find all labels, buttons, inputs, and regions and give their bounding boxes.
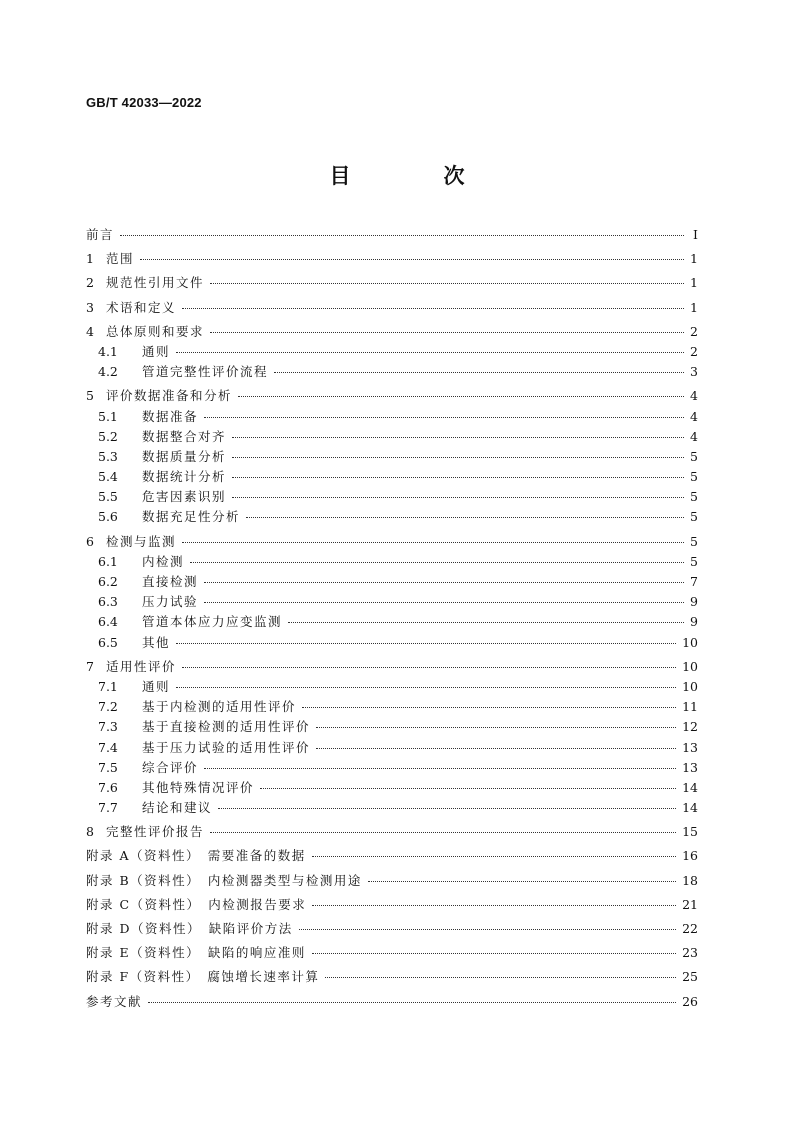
dot-leader (204, 768, 676, 769)
toc-entry-label: 通则 (142, 343, 171, 359)
toc-entry[interactable] (86, 408, 698, 426)
toc-entry-label: 数据充足性分析 (142, 509, 241, 525)
dot-leader (232, 497, 684, 498)
toc-entry-label: 通则 (142, 678, 171, 694)
toc-entry-number: 6.2 (98, 574, 118, 589)
toc-entry-page: 2 (690, 343, 698, 359)
dot-leader (288, 622, 684, 623)
toc-entry[interactable] (86, 553, 698, 571)
toc-entry-label: 完整性评价报告 (106, 824, 205, 840)
toc-entry[interactable] (86, 448, 698, 466)
toc-entry-number: 5.2 (98, 428, 118, 444)
toc-entry[interactable] (86, 250, 698, 268)
toc-entry-label: 附录 B（资料性） 内检测器类型与检测用途 (86, 872, 362, 888)
toc-entry-label: 其他特殊情况评价 (142, 779, 255, 795)
dot-leader (218, 808, 676, 809)
toc-entry-page: 7 (690, 574, 698, 589)
toc-entry-page: 9 (690, 614, 698, 630)
toc-entry-number: 5.5 (98, 489, 118, 505)
toc-entry[interactable] (86, 872, 698, 890)
toc-entry-label: 压力试验 (142, 594, 199, 610)
toc-entry-number: 7.2 (98, 699, 118, 715)
toc-entry-label: 附录 A（资料性） 需要准备的数据 (86, 848, 306, 864)
toc-entry-page: 4 (690, 428, 698, 444)
dot-leader (260, 788, 676, 789)
toc-entry-number: 3 (86, 299, 94, 315)
toc-entry-label: 附录 E（资料性） 缺陷的响应准则 (86, 945, 306, 961)
dot-leader (210, 283, 684, 284)
toc-entry-page: 1 (690, 251, 698, 267)
dot-leader (316, 748, 676, 749)
toc-entry-label: 参考文献 (86, 993, 143, 1009)
toc-entry[interactable] (86, 847, 698, 865)
dot-leader (176, 643, 676, 644)
toc-entry-label: 总体原则和要求 (106, 323, 205, 339)
toc-entry[interactable] (86, 573, 698, 591)
toc-entry[interactable] (86, 593, 698, 611)
toc-entry-label: 附录 C（资料性） 内检测报告要求 (86, 896, 307, 912)
toc-entry-page: 3 (690, 364, 698, 380)
toc-entry-label: 数据准备 (142, 408, 199, 424)
dot-leader (312, 856, 676, 857)
dot-leader (312, 905, 676, 906)
toc-entry-page: 9 (690, 594, 698, 610)
dot-leader (299, 929, 676, 930)
dot-leader (176, 687, 676, 688)
toc-entry-page: 15 (682, 824, 698, 840)
toc-entry[interactable] (86, 387, 698, 405)
dot-leader (368, 881, 676, 882)
toc-entry-label: 术语和定义 (106, 299, 177, 315)
toc-entry[interactable] (86, 468, 698, 486)
toc-entry[interactable] (86, 968, 698, 986)
toc-entry-number: 5.6 (98, 509, 118, 525)
dot-leader (232, 477, 684, 478)
toc-entry[interactable] (86, 944, 698, 962)
toc-entry-page: 12 (682, 719, 698, 735)
toc-entry-number: 5 (86, 388, 94, 404)
toc-entry-page: 4 (690, 408, 698, 424)
toc-entry-label: 其他 (142, 634, 171, 650)
dot-leader (190, 562, 684, 563)
toc-entry-page: 5 (690, 489, 698, 505)
dot-leader (246, 517, 684, 518)
dot-leader (140, 259, 684, 260)
toc-entry-label: 评价数据准备和分析 (106, 388, 233, 404)
toc-entry[interactable] (86, 613, 698, 631)
toc-entry[interactable] (86, 678, 698, 696)
dot-leader (148, 1002, 676, 1003)
toc-entry-number: 7.7 (98, 800, 118, 816)
toc-entry[interactable] (86, 823, 698, 841)
toc-entry-number: 7.3 (98, 719, 118, 735)
toc-entry-number: 8 (86, 824, 94, 840)
dot-leader (274, 372, 684, 373)
toc-entry-label: 管道完整性评价流程 (142, 364, 269, 380)
toc-entry-label: 数据统计分析 (142, 469, 227, 485)
toc-entry[interactable] (86, 226, 698, 244)
toc-entry[interactable] (86, 698, 698, 716)
toc-entry-label: 检测与监测 (106, 533, 177, 549)
toc-entry[interactable] (86, 343, 698, 361)
dot-leader (302, 707, 676, 708)
toc-entry-label: 危害因素识别 (142, 489, 227, 505)
toc-entry[interactable] (86, 993, 698, 1011)
toc-entry-label: 基于内检测的适用性评价 (142, 699, 297, 715)
toc-entry-number: 7.6 (98, 779, 118, 795)
dot-leader (120, 235, 684, 236)
toc-entry-number: 1 (86, 251, 94, 267)
toc-entry-number: 4.2 (98, 364, 118, 380)
toc-entry-number: 5.1 (98, 408, 118, 424)
toc-entry-label: 内检测 (142, 553, 185, 569)
toc-entry[interactable] (86, 799, 698, 817)
toc-title: 目 次 (329, 164, 501, 188)
toc-entry-page: 26 (682, 993, 698, 1009)
toc-entry-number: 7.5 (98, 759, 118, 775)
toc-entry-label: 数据整合对齐 (142, 428, 227, 444)
toc-entry[interactable] (86, 896, 698, 914)
toc-entry-page: 2 (690, 323, 698, 339)
toc-entry-page: 25 (682, 969, 698, 985)
toc-entry[interactable] (86, 634, 698, 652)
toc-entry-page: 5 (690, 448, 698, 464)
toc-entry-number: 4 (86, 323, 94, 339)
toc-entry-label: 管道本体应力应变监测 (142, 614, 283, 630)
dot-leader (238, 396, 684, 397)
toc-entry-page: 5 (690, 509, 698, 525)
dot-leader (232, 457, 684, 458)
toc-entry-page: 16 (682, 848, 698, 864)
toc-entry-label: 规范性引用文件 (106, 275, 205, 291)
toc-entry[interactable] (86, 363, 698, 381)
toc-entry-label: 综合评价 (142, 759, 199, 775)
toc-entry-label: 附录 F（资料性） 腐蚀增长速率计算 (86, 969, 320, 985)
dot-leader (210, 332, 684, 333)
toc-entry-page: 10 (682, 658, 698, 674)
toc-entry-label: 范围 (106, 251, 135, 267)
toc-entry-page: 23 (682, 945, 698, 961)
toc-entry[interactable] (86, 739, 698, 757)
toc-entry-label: 前言 (86, 227, 115, 242)
dot-leader (232, 437, 684, 438)
dot-leader (210, 832, 676, 833)
toc-entry[interactable] (86, 488, 698, 506)
toc-entry-number: 4.1 (98, 343, 118, 359)
toc-entry-number: 5.4 (98, 469, 118, 485)
toc-entry-page: 1 (690, 299, 698, 315)
toc-entry[interactable] (86, 428, 698, 446)
dot-leader (204, 417, 684, 418)
dot-leader (182, 667, 676, 668)
dot-leader (204, 582, 684, 583)
toc-entry-label: 基于直接检测的适用性评价 (142, 719, 311, 735)
dot-leader (182, 308, 684, 309)
toc-entry-label: 结论和建议 (142, 800, 213, 816)
toc-entry-page: 21 (682, 896, 698, 912)
toc-entry-page: 18 (682, 872, 698, 888)
toc-entry-page: 10 (682, 634, 698, 650)
toc-entry[interactable] (86, 718, 698, 736)
dot-leader (316, 727, 676, 728)
toc-entry-number: 7 (86, 658, 94, 674)
toc-entry[interactable] (86, 274, 698, 292)
toc-entry-number: 6.4 (98, 614, 118, 630)
toc-entry-page: 5 (690, 553, 698, 569)
toc-entry-label: 附录 D（资料性） 缺陷评价方法 (86, 921, 293, 936)
toc-entry[interactable] (86, 920, 698, 938)
toc-entry-page: 1 (690, 275, 698, 291)
toc-entry-label: 适用性评价 (106, 658, 177, 674)
toc-entry-number: 2 (86, 275, 94, 291)
toc-entry-label: 数据质量分析 (142, 448, 227, 464)
dot-leader (204, 602, 684, 603)
table-of-contents (86, 226, 698, 1011)
toc-entry-number: 6 (86, 533, 94, 549)
toc-entry[interactable] (86, 299, 698, 317)
toc-entry-number: 7.1 (98, 678, 118, 694)
toc-entry[interactable] (86, 759, 698, 777)
toc-entry[interactable] (86, 508, 698, 526)
toc-entry-number: 7.4 (98, 739, 118, 755)
toc-entry-page: 11 (682, 699, 698, 715)
dot-leader (312, 953, 676, 954)
toc-entry-page: 4 (690, 388, 698, 404)
toc-entry[interactable] (86, 779, 698, 797)
toc-entry-number: 6.1 (98, 553, 118, 569)
toc-entry-page: 10 (682, 678, 698, 694)
toc-entry-page: 14 (682, 800, 698, 816)
toc-entry-page: 13 (682, 759, 698, 775)
toc-entry-page: 13 (682, 739, 698, 755)
toc-entry-number: 6.3 (98, 594, 118, 610)
dot-leader (325, 977, 676, 978)
toc-entry-label: 基于压力试验的适用性评价 (142, 739, 311, 755)
toc-entry-page: 14 (682, 779, 698, 795)
toc-entry[interactable] (86, 533, 698, 551)
toc-entry-page: 5 (690, 533, 698, 549)
dot-leader (176, 352, 684, 353)
toc-entry-label: 直接检测 (142, 574, 199, 589)
dot-leader (182, 542, 684, 543)
toc-entry-page: I (693, 227, 698, 242)
toc-entry-number: 5.3 (98, 448, 118, 464)
toc-entry[interactable] (86, 658, 698, 676)
toc-entry[interactable] (86, 323, 698, 341)
toc-entry-page: 22 (682, 921, 698, 936)
toc-entry-number: 6.5 (98, 634, 118, 650)
toc-entry-page: 5 (690, 469, 698, 485)
standard-code: GB/T 42033—2022 (86, 95, 202, 110)
